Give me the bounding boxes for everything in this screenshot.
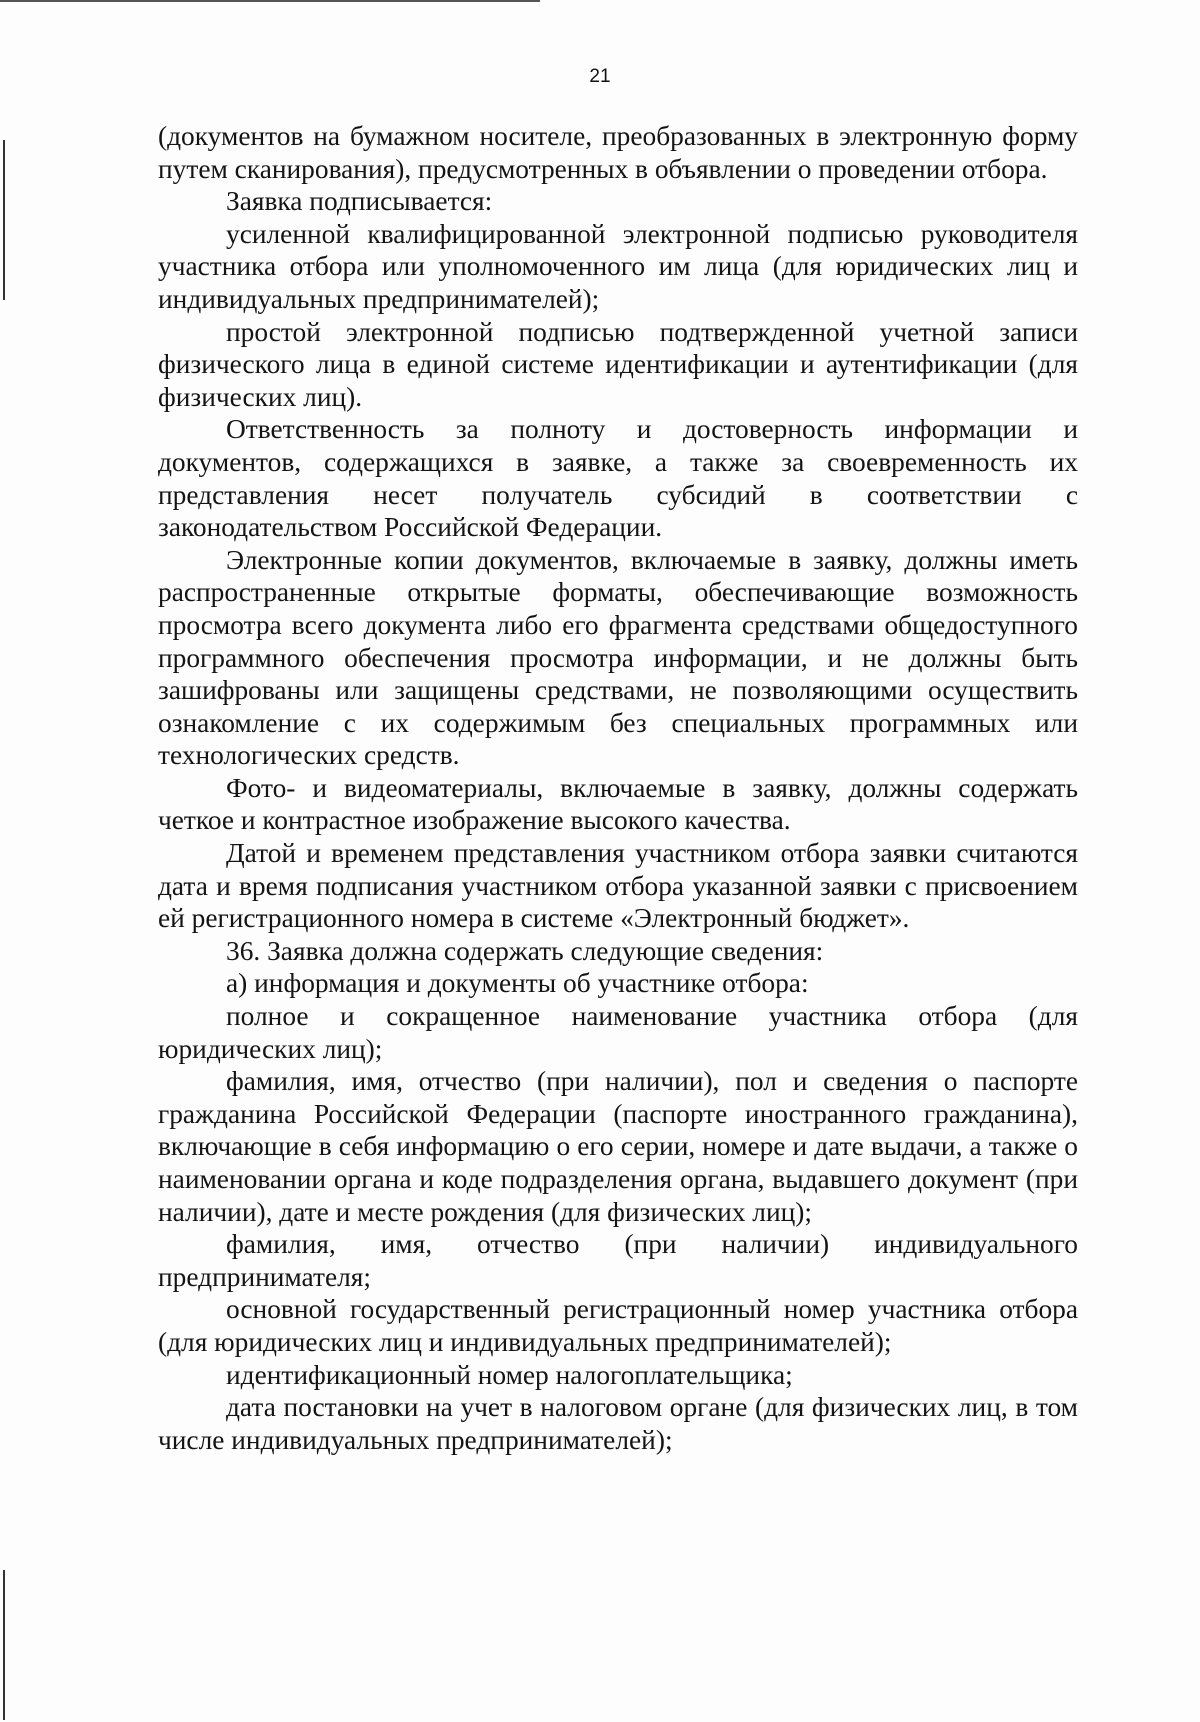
scan-edge-top xyxy=(0,0,540,2)
list-item: фамилия, имя, отчество (при наличии) индивидуального предпринимателя; xyxy=(158,1229,1078,1292)
scan-edge-left xyxy=(3,140,5,300)
list-item: фамилия, имя, отчество (при наличии), пол и сведения о паспорте гражданина Российской Федерации (паспорте иностранного гражданина), включающие в себя информацию о его серии, номере и дате выдачи, а также о наименовании органа и коде подразделения органа, выдавшего документ (при наличии), дате и месте рождения (для физических лиц); xyxy=(158,1066,1078,1227)
paragraph: Ответственность за полноту и достоверность информации и документов, содержащихся в заявке, а также за своевременность их представления несет получатель субсидий в соответствии с законодательством Российской Федерации. xyxy=(158,414,1078,543)
paragraph: (документов на бумажном носителе, преобразованных в электронную форму путем сканирования), предусмотренных в объявлении о проведении отбора. xyxy=(158,121,1078,184)
paragraph: Фото- и видеоматериалы, включаемые в заявку, должны содержать четкое и контрастное изображение высокого качества. xyxy=(158,772,1078,836)
list-item: дата постановки на учет в налоговом органе (для физических лиц, в том числе индивидуальных предпринимателей); xyxy=(158,1392,1078,1455)
page-number: 21 xyxy=(589,66,611,87)
list-item: полное и сокращенное наименование участника отбора (для юридических лиц); xyxy=(158,1001,1078,1064)
subsection-heading: а) информация и документы об участнике отбора: xyxy=(226,968,809,999)
scan-edge-left xyxy=(3,1570,5,1720)
paragraph: усиленной квалифицированной электронной подписью руководителя участника отбора или уполномоченного им лица (для юридических лиц и индивидуальных предпринимателей); xyxy=(158,218,1078,314)
paragraph: Датой и временем представления участником отбора заявки считаются дата и время подписания участником отбора указанной заявки с присвоением ей регистрационного номера в системе «Электронный бюджет». xyxy=(158,838,1078,934)
list-item: идентификационный номер налогоплательщика; xyxy=(226,1359,793,1390)
list-item: основной государственный регистрационный номер участника отбора (для юридических лиц и индивидуальных предпринимателей); xyxy=(158,1294,1078,1357)
paragraph: простой электронной подписью подтвержденной учетной записи физического лица в единой системе идентификации и аутентификации (для физических лиц). xyxy=(158,316,1078,412)
paragraph: Электронные копии документов, включаемые в заявку, должны иметь распространенные открытые форматы, обеспечивающие возможность просмотра всего документа либо его фрагмента средствами общедоступного программного обеспечения просмотра информации, и не должны быть зашифрованы или защищены средствами, не позволяющими осуществить ознакомление с их содержимым без специальных программных или технологических средств. xyxy=(158,544,1078,771)
paragraph: Заявка подписывается: xyxy=(226,186,493,217)
section-heading: 36. Заявка должна содержать следующие сведения: xyxy=(226,935,824,966)
body-text xyxy=(158,120,1078,1456)
